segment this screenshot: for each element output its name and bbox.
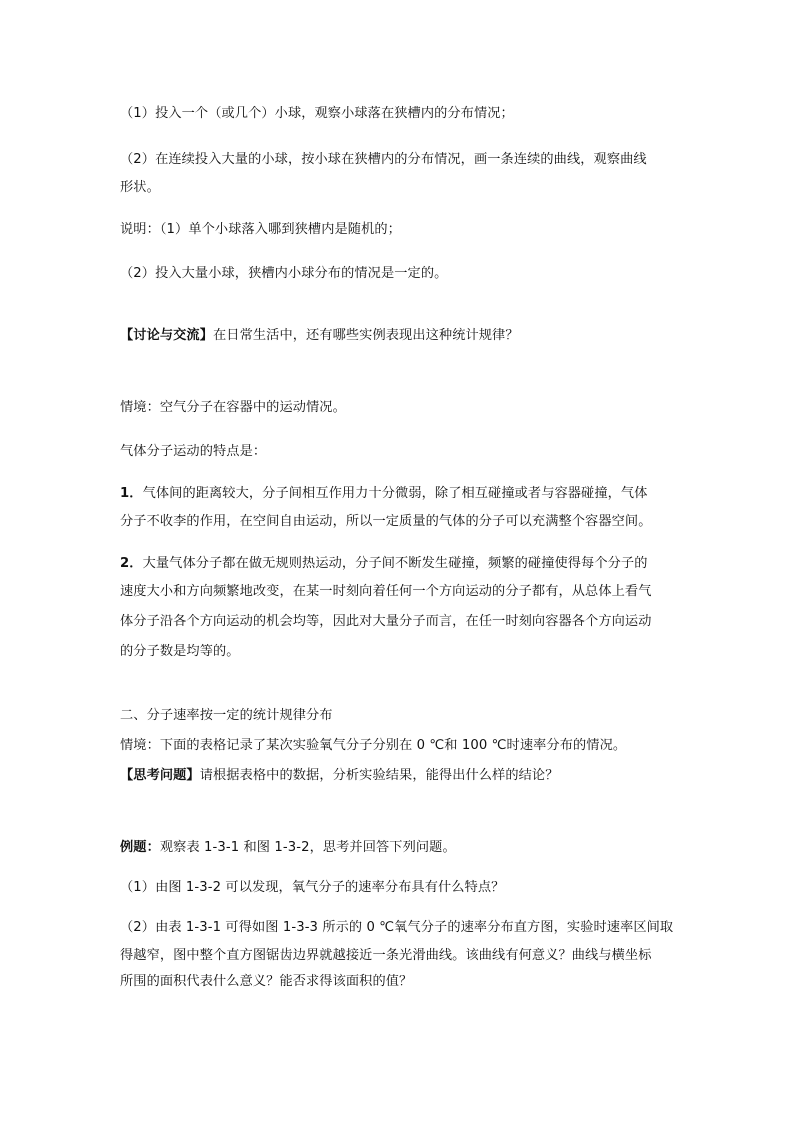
paragraph-2-line-2: 形状。 (120, 180, 160, 195)
point-2-line-3: 体分子沿各个方向运动的机会均等，因此对大量分子而言，在任一时刻向容器各个方向运动 (120, 614, 652, 629)
think-prompt (120, 766, 680, 786)
scenario-2: 情境：下面的表格记录了某次实验氧气分子分别在 0 ℃和 100 ℃时速率分布的情况。 (120, 738, 627, 753)
paragraph-1: （1）投入一个（或几个）小球，观察小球落在狭槽内的分布情况； (120, 106, 514, 121)
point-1-line-2: 分子不收李的作用，在空间自由运动，所以一定质量的气体的分子可以充满整个容器空间。 (120, 514, 652, 529)
point-2-text: 大量气体分子都在做无规则热运动，分子间不断发生碰撞，频繁的碰撞使得每个分子的 (142, 556, 648, 571)
think-label: 【思考问题】 (120, 768, 200, 783)
question-2-line-2: 得越窄，图中整个直方图锯齿边界就越接近一条光滑曲线。该曲线有何意义？曲线与横坐标 (120, 948, 652, 963)
point-2-line-1 (120, 554, 680, 574)
point-2-number: 2． (120, 556, 143, 571)
think-text: 请根据表格中的数据，分析实验结果，能得出什么样的结论？ (199, 768, 559, 783)
question-2-line-3: 所围的面积代表什么意义？能否求得该面积的值？ (120, 974, 413, 989)
question-1: （1）由图 1-3-2 可以发现，氧气分子的速率分布具有什么特点？ (120, 880, 505, 895)
discussion-text: 在日常生活中，还有哪些实例表现出这种统计规律？ (213, 328, 519, 343)
point-1-line-1 (120, 484, 680, 504)
paragraph-2-line-1: （2）在连续投入大量的小球，按小球在狭槽内的分布情况，画一条连续的曲线，观察曲线 (120, 152, 647, 167)
scenario-1: 情境：空气分子在容器中的运动情况。 (120, 400, 346, 415)
note-line-1: 说明：（1）单个小球落入哪到狭槽内是随机的； (120, 222, 401, 237)
example-prompt (120, 838, 680, 858)
point-1-number: 1． (120, 486, 143, 501)
point-2-line-4: 的分子数是均等的。 (120, 644, 240, 659)
section-2-heading: 二、分子速率按一定的统计规律分布 (120, 708, 333, 723)
example-label: 例题： (120, 840, 160, 855)
question-2-line-1: （2）由表 1-3-1 可得如图 1-3-3 所示的 0 ℃氧气分子的速率分布直方图，实验时速率区间取 (120, 920, 674, 935)
point-1-text: 气体间的距离较大，分子间相互作用力十分微弱，除了相互碰撞或者与容器碰撞，气体 (142, 486, 648, 501)
point-2-line-2: 速度大小和方向频繁地改变，在某一时刻向着任何一个方向运动的分子都有，从总体上看气 (120, 584, 652, 599)
features-intro: 气体分子运动的特点是： (120, 444, 267, 459)
discussion-label: 【讨论与交流】 (120, 328, 214, 343)
note-line-2: （2）投入大量小球，狭槽内小球分布的情况是一定的。 (120, 266, 448, 281)
discussion-prompt (120, 326, 680, 346)
example-text: 观察表 1-3-1 和图 1-3-2，思考并回答下列问题。 (159, 840, 456, 855)
